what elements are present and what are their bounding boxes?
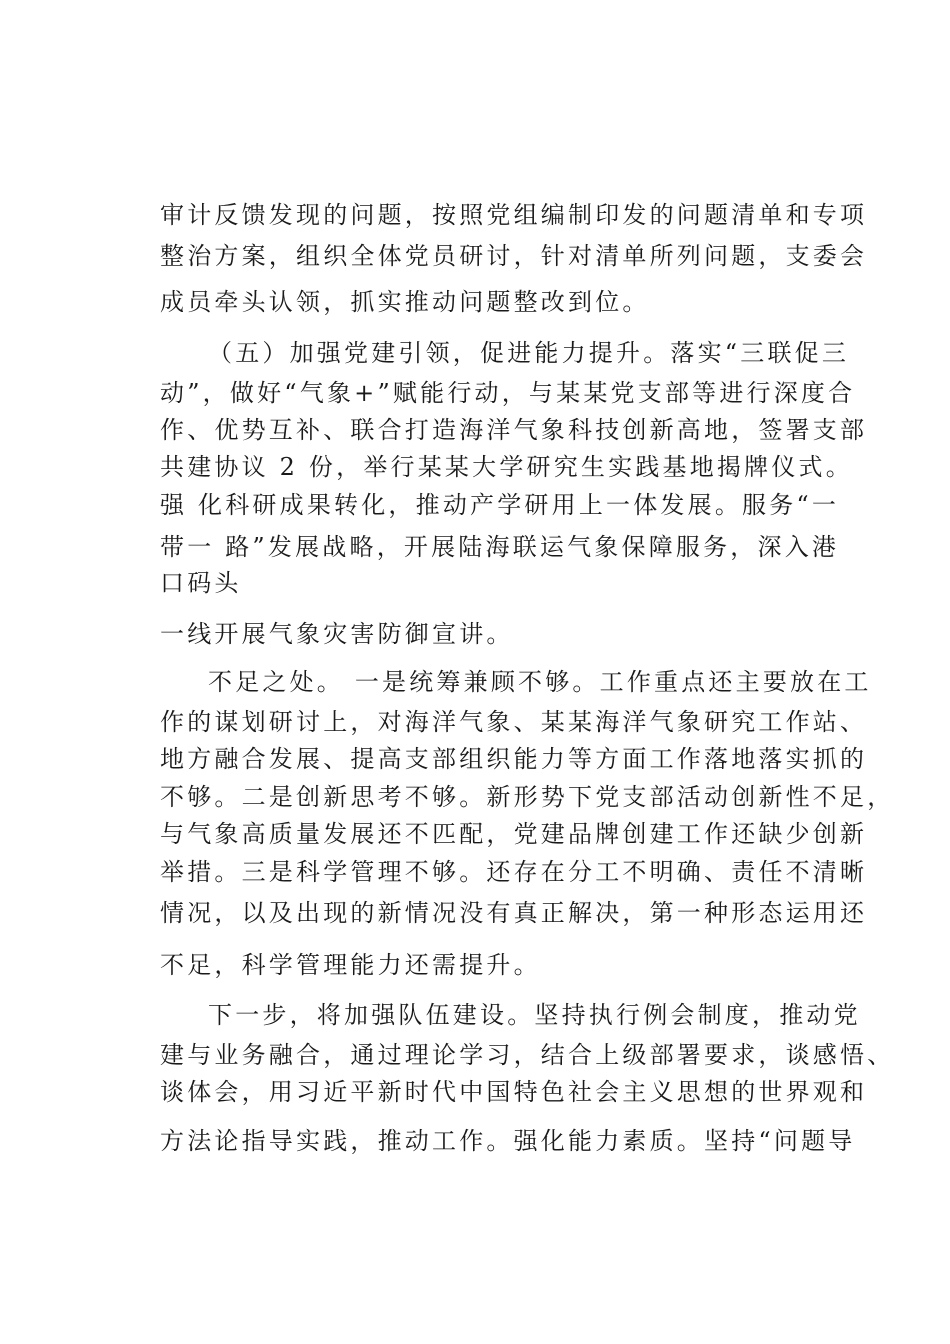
paragraph-start-line: （五）加强党建引领，促进能力提升。落实“三联促三	[208, 339, 850, 367]
text-line: 举措。三是科学管理不够。还存在分工不明确、责任不清晰	[160, 858, 868, 886]
text-line: 审计反馈发现的问题，按照党组编制印发的问题清单和专项	[160, 201, 868, 229]
text-line: 方法论指导实践，推动工作。强化能力素质。坚持“问题导	[160, 1127, 856, 1155]
text-line: 整治方案，组织全体党员研讨，针对清单所列问题，支委会	[160, 242, 868, 270]
text-line: 不足，科学管理能力还需提升。	[160, 951, 541, 979]
text-line: 谈体会，用习近平新时代中国特色社会主义思想的世界观和	[160, 1078, 868, 1106]
text-line: 地方融合发展、提高支部组织能力等方面工作落地落实抓的	[160, 745, 868, 773]
text-line: 成员牵头认领，抓实推动问题整改到位。	[160, 288, 650, 316]
paragraph-start-line: 下一步，将加强队伍建设。坚持执行例会制度，推动党	[208, 1001, 861, 1029]
text-line: 不够。二是创新思考不够。新形势下党支部活动创新性不足，	[160, 783, 895, 811]
text-line: 情况，以及出现的新情况没有真正解决，第一种形态运用还	[160, 899, 868, 927]
text-line: 建与业务融合，通过理论学习，结合上级部署要求，谈感悟、	[160, 1041, 895, 1069]
paragraph-start-line: 不足之处。 一是统筹兼顾不够。工作重点还主要放在工	[208, 668, 872, 696]
text-line: 共建协议 2 份，举行某某大学研究生实践基地揭牌仪式。	[160, 453, 853, 481]
text-line: 作、优势互补、联合打造海洋气象科技创新高地，签署支部	[160, 416, 868, 444]
text-line: 与气象高质量发展还不匹配，党建品牌创建工作还缺少创新	[160, 820, 868, 848]
text-line: 口码头	[160, 569, 242, 597]
text-line: 一线开展气象灾害防御宣讲。	[160, 620, 514, 648]
text-line: 强 化科研成果转化，推动产学研用上一体发展。服务“一	[160, 491, 840, 519]
text-line: 作的谋划研讨上，对海洋气象、某某海洋气象研究工作站、	[160, 708, 868, 736]
text-line: 带一 路”发展战略，开展陆海联运气象保障服务，深入港	[160, 533, 840, 561]
text-line: 动”，做好“气象+”赋能行动，与某某党支部等进行深度合	[160, 379, 856, 407]
